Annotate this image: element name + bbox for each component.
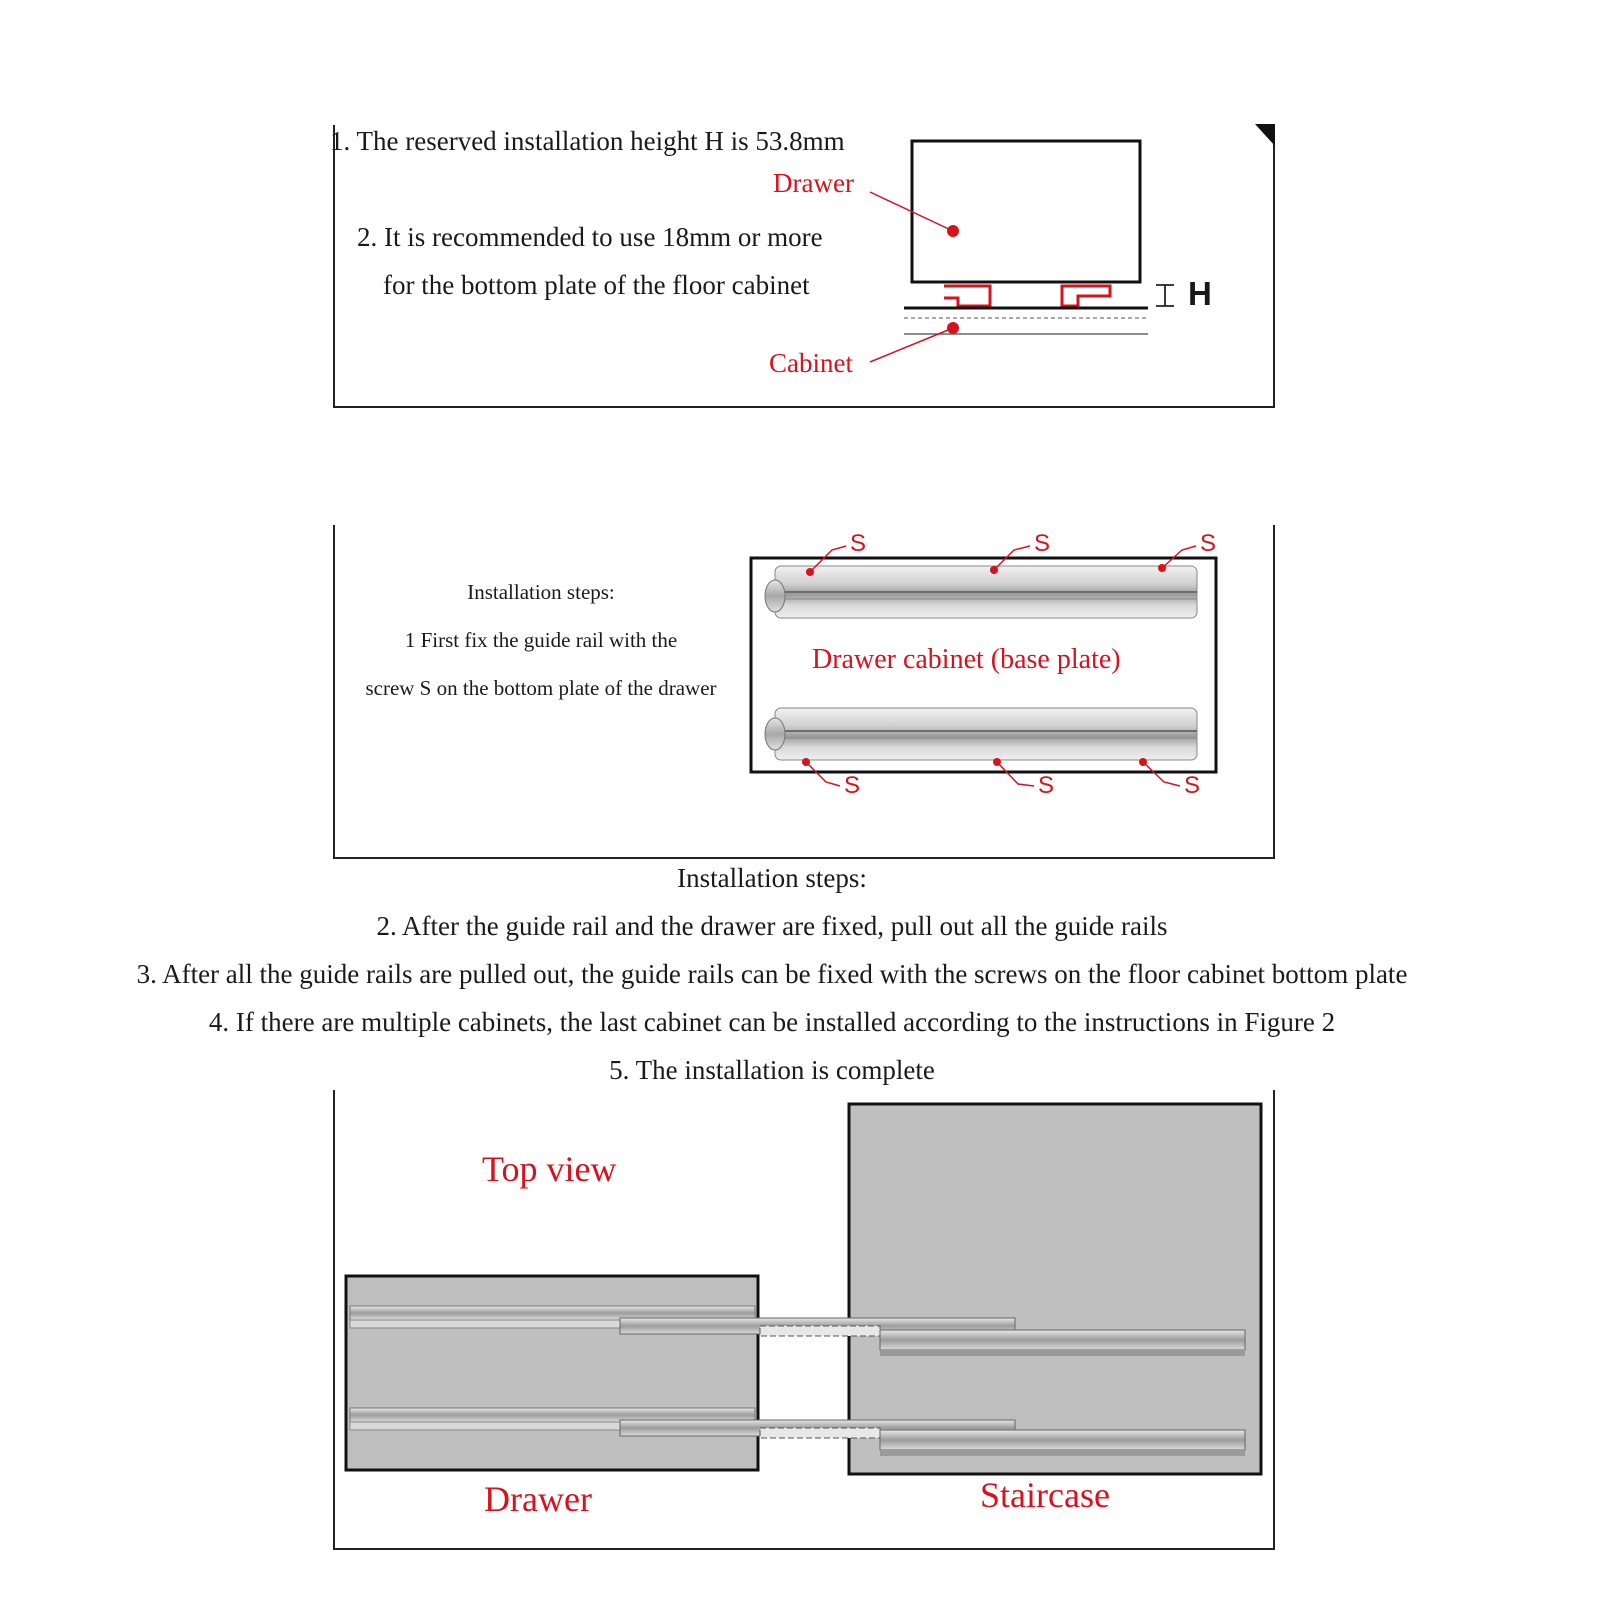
drawer-top-view: [346, 1276, 758, 1470]
recommend-text-line1: 2. It is recommended to use 18mm or more: [357, 222, 823, 252]
staircase-label: Staircase: [980, 1475, 1110, 1515]
screw-label: S: [1038, 772, 1055, 799]
instruction-step3: 3. After all the guide rails are pulled out, the guide rails can be fixed with the screws on the floor cabinet bottom plate: [136, 959, 1408, 989]
steps-title-small: Installation steps:: [467, 580, 615, 604]
screw-label: S: [1184, 772, 1201, 799]
recommend-text-line2: for the bottom plate of the floor cabinet: [383, 270, 810, 300]
instruction-step5: 5. The installation is complete: [609, 1055, 935, 1085]
cabinet-label: Cabinet: [769, 348, 853, 378]
screw-label: S: [844, 772, 861, 799]
height-h-label: H: [1188, 275, 1212, 312]
screw-label: S: [1200, 530, 1217, 557]
step1-line2: screw S on the bottom plate of the drawer: [365, 676, 717, 700]
step1-line1: 1 First fix the guide rail with the: [404, 628, 678, 652]
instruction-step2: 2. After the guide rail and the drawer are fixed, pull out all the guide rails: [376, 911, 1168, 941]
reserved-height-text: 1. The reserved installation height H is 53.8mm: [330, 126, 845, 156]
top-view-label: Top view: [482, 1149, 617, 1189]
base-plate-label: Drawer cabinet (base plate): [812, 644, 1121, 675]
screw-label: S: [1034, 530, 1051, 557]
drawer-bottom-label: Drawer: [484, 1479, 592, 1519]
drawer-label: Drawer: [773, 168, 854, 198]
staircase-top-view: [849, 1104, 1261, 1474]
instructions-title: Installation steps:: [677, 863, 867, 893]
screw-label: S: [850, 530, 867, 557]
instruction-step4: 4. If there are multiple cabinets, the last cabinet can be installed according to the instructions in Figure 2: [208, 1007, 1336, 1037]
